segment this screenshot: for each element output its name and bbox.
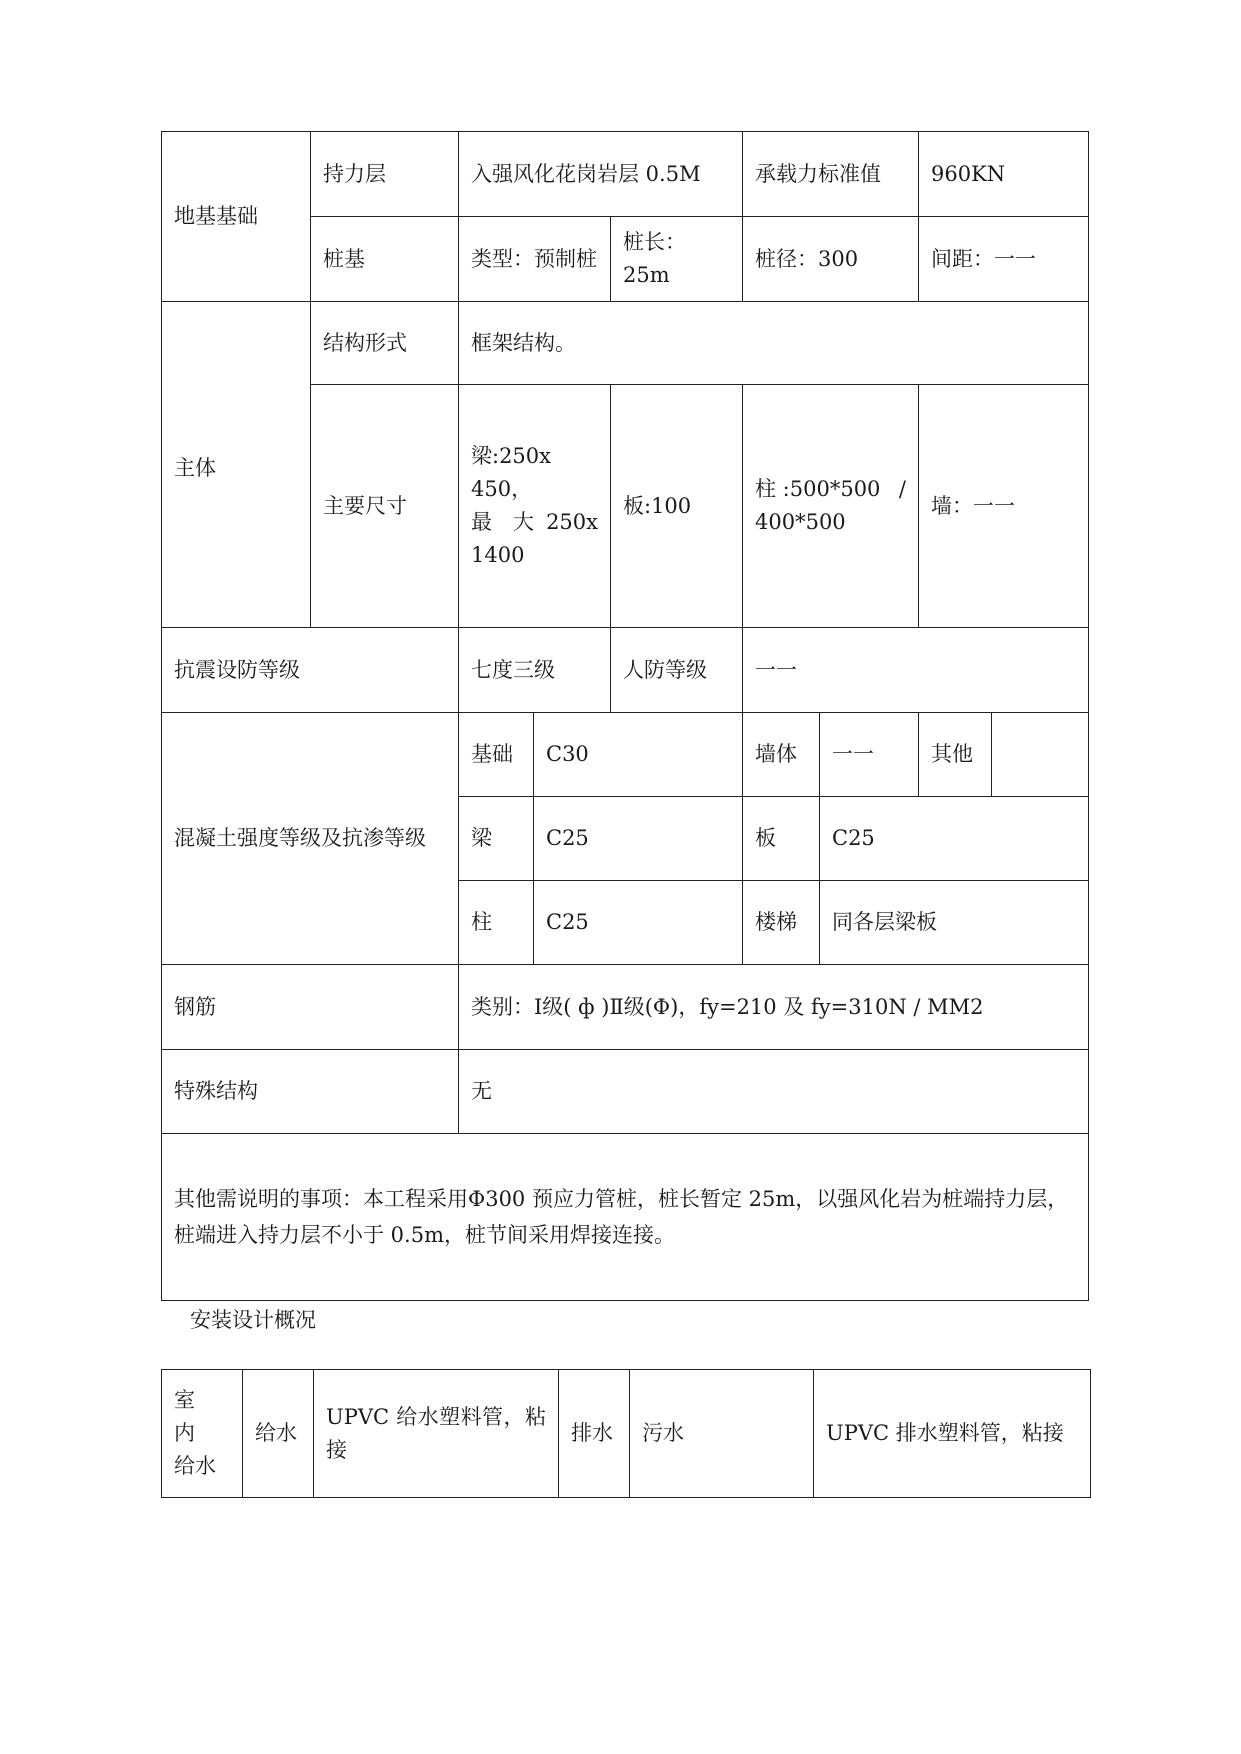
pile-length: 桩长：25m [611,217,743,302]
installation-design-table [161,1369,1091,1498]
drainage-label: 排水 [559,1370,630,1498]
column-size-sep: / [898,477,906,501]
concrete-other-value [992,713,1089,797]
install-category-line-1: 室 内 [174,1388,216,1445]
special-structure-label: 特殊结构 [162,1050,459,1134]
concrete-slab-label: 板 [743,797,820,881]
concrete-slab-value: C25 [820,797,1089,881]
pile-spacing: 间距：一一 [919,217,1089,302]
special-structure-value: 无 [459,1050,1089,1134]
pile-type: 类型：预制桩 [459,217,611,302]
capacity-value: 960KN [919,132,1089,217]
pile-diameter: 桩径：300 [743,217,919,302]
install-category-line-2: 给水 [174,1454,216,1478]
section-title: 安装设计概况 [190,1308,316,1332]
capacity-label: 承载力标准值 [743,132,919,217]
main-size-label: 主要尺寸 [311,385,459,628]
concrete-stair-label: 楼梯 [743,881,820,965]
civil-defense-value: 一一 [743,628,1089,713]
beam-size-max-label: 最 大 [471,510,534,534]
beam-size-line-1: 梁:250x 450， [471,444,552,501]
foundation-label: 地基基础 [162,132,311,302]
column-size-line-2: 400*500 [755,510,846,534]
seismic-label: 抗震设防等级 [162,628,459,713]
bearing-layer-value: 入强风化花岗岩层 0.5M [459,132,743,217]
install-category [162,1370,243,1498]
water-supply-value: UPVC 给水塑料管，粘接 [314,1370,559,1498]
concrete-wall-label: 墙体 [743,713,820,797]
civil-defense-label: 人防等级 [611,628,743,713]
wall-size: 墙：一一 [919,385,1089,628]
bearing-layer-label: 持力层 [311,132,459,217]
structure-form-label: 结构形式 [311,302,459,385]
pile-label: 桩基 [311,217,459,302]
concrete-wall-value: 一一 [820,713,919,797]
concrete-beam-label: 梁 [459,797,534,881]
concrete-foundation-label: 基础 [459,713,534,797]
rebar-value: 类别：Ⅰ级( ф )Ⅱ级(Φ)，fy=210 及 fy=310N / MM2 [459,965,1089,1050]
seismic-value: 七度三级 [459,628,611,713]
beam-size-max-value: 250x [546,510,598,534]
slab-size: 板:100 [611,385,743,628]
column-size-a: 柱 :500*500 [755,477,881,501]
water-supply-label: 给水 [243,1370,314,1498]
column-size [743,385,919,628]
rebar-label: 钢筋 [162,965,459,1050]
drainage-type: 污水 [630,1370,814,1498]
concrete-stair-value: 同各层梁板 [820,881,1089,965]
beam-size-line-3: 1400 [471,543,525,567]
main-structure-label: 主体 [162,302,311,628]
column-size-line-1 [755,473,906,506]
concrete-grade-label: 混凝土强度等级及抗渗等级 [162,713,459,965]
concrete-other-label: 其他 [919,713,992,797]
concrete-foundation-value: C30 [534,713,743,797]
drainage-value: UPVC 排水塑料管，粘接 [814,1370,1091,1498]
concrete-column-value: C25 [534,881,743,965]
concrete-column-label: 柱 [459,881,534,965]
notes-cell: 其他需说明的事项：本工程采用Φ300 预应力管桩，桩长暂定 25m，以强风化岩为桩端持力层，桩端进入持力层不小于 0.5m，桩节间采用焊接连接。 [162,1134,1089,1301]
beam-size-line-2 [471,506,598,539]
structure-form-value: 框架结构。 [459,302,1089,385]
structure-design-table [161,131,1089,1301]
beam-size [459,385,611,628]
concrete-beam-value: C25 [534,797,743,881]
